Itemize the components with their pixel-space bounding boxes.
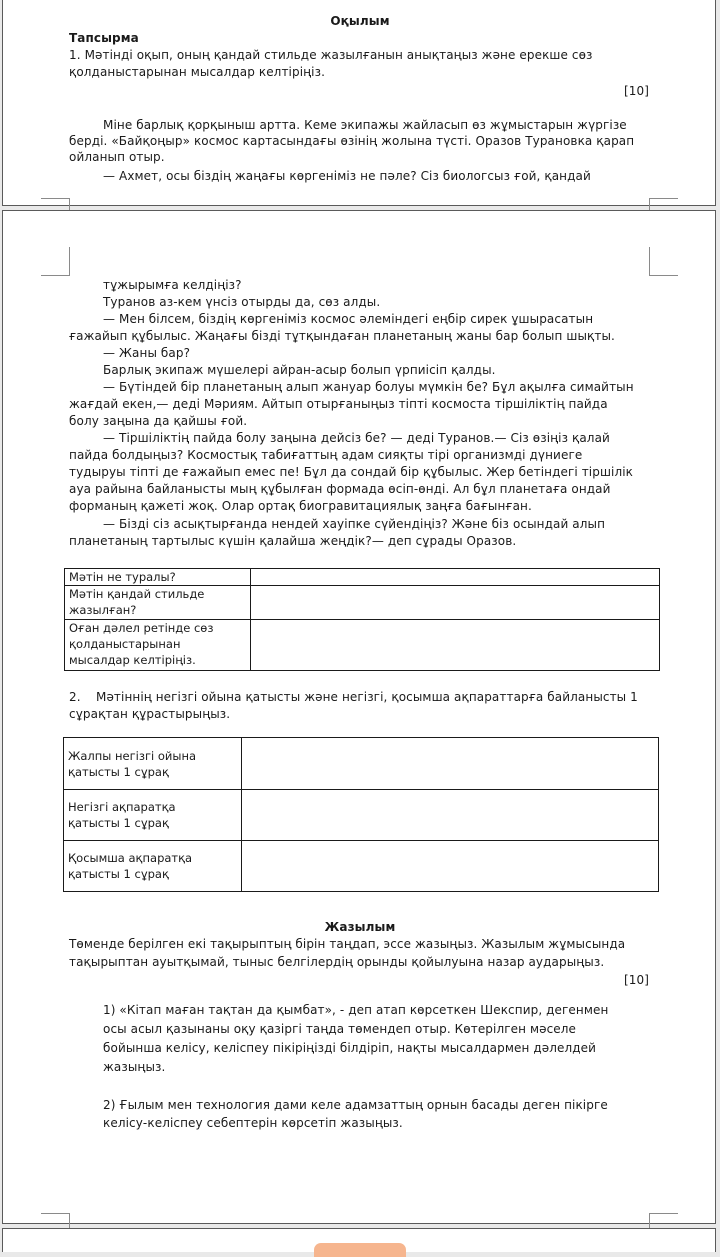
table-row bbox=[64, 841, 659, 892]
story-line: ауа райына байланысты мың құбылған формада өсіп-өнді. Ал бұл планетаға ондай bbox=[69, 482, 611, 496]
story-line: ғажайып құбылыс. Жаңағы бізді тұтқындаған планетаның жаны бар болып шықты. bbox=[69, 329, 615, 343]
story-line: — Мен білсем, біздің көргеніміз космос әлеміндегі еңбір сирек ұшырасатын bbox=[103, 312, 594, 326]
answer-cell[interactable] bbox=[250, 620, 659, 671]
story-line: — Бізді сіз асықтырғанда нендей хауіпке сүйендіңіз? Және біз осындай алып bbox=[103, 517, 606, 531]
answer-cell[interactable] bbox=[250, 569, 659, 586]
questions-table bbox=[63, 737, 659, 892]
answer-cell[interactable] bbox=[250, 586, 659, 620]
question-2-line-2: сұрақтан құрастырыңыз. bbox=[69, 707, 231, 721]
story-line: ойланып отыр. bbox=[69, 150, 165, 164]
topic-1-line: жазыңыз. bbox=[103, 1060, 166, 1074]
table-row-label: Мәтін не туралы? bbox=[65, 569, 251, 586]
story-line: пайда болдыңыз? Космостық табиғаттың адам сияқты тірі организмді дүниеге bbox=[69, 448, 583, 462]
floating-action-button[interactable] bbox=[314, 1243, 406, 1257]
story-line: планетаның тартылыс күшін қалайша жеңдік?— деп сұрады Оразов. bbox=[69, 534, 517, 548]
story-line: форманың қажеті жоқ. Олар ортақ биогравитациялық заңға бағынған. bbox=[69, 499, 532, 513]
task-label: Тапсырма bbox=[69, 31, 139, 45]
table-row bbox=[64, 738, 659, 790]
writing-score: [10] bbox=[624, 973, 650, 987]
story-line: болу заңына да қайшы ғой. bbox=[69, 414, 248, 428]
story-line: — Тіршіліктің пайда болу заңына дейсіз бе? — деді Туранов.— Сіз өзіңіз қалай bbox=[103, 431, 610, 445]
story-line: Міне барлық қорқыныш артта. Кеме экипажы жайласып өз жұмыстарын жүргізе bbox=[103, 118, 627, 132]
topic-1-line: осы асыл қазынаны оқу қазіргі таңда төмендеп отыр. Көтерілген мәселе bbox=[103, 1022, 577, 1036]
topic-2-line: келісу-келіспеу себептерін көрсетіп жазыңыз. bbox=[103, 1116, 403, 1130]
writing-intro-line: тақырыптан ауытқымай, тыныс белгілердің орынды қойылуына назар аударыңыз. bbox=[69, 955, 605, 969]
question-2-line-1: Мәтіннің негізгі ойына қатысты және негізгі, қосымша ақпараттарға байланысты 1 bbox=[96, 690, 638, 704]
reading-title: Оқылым bbox=[330, 14, 390, 28]
question-1-line-2: қолданыстарынан мысалдар келтіріңіз. bbox=[69, 65, 325, 79]
table-row-label: Жалпы негізгі ойына қатысты 1 сұрақ bbox=[64, 738, 242, 790]
table-row bbox=[64, 790, 659, 841]
story-line: — Ахмет, осы біздің жаңағы көргеніміз не пәле? Сіз биологсыз ғой, қандай bbox=[103, 169, 591, 183]
answer-cell[interactable] bbox=[241, 790, 658, 841]
question-1-line-1: 1. Мәтінді оқып, оның қандай стильде жазылғанын анықтаңыз және ерекше сөз bbox=[69, 48, 593, 62]
table-row-label: Негізгі ақпаратқа қатысты 1 сұрақ bbox=[64, 790, 242, 841]
crop-mark bbox=[649, 247, 678, 276]
topic-1-line: 1) «Кітап маған тақтан да қымбат», - деп атап көрсеткен Шекспир, дегенмен bbox=[103, 1003, 609, 1017]
question-1-score: [10] bbox=[624, 84, 650, 98]
story-line: тұжырымға келдіңіз? bbox=[103, 278, 242, 292]
table-row bbox=[65, 620, 660, 671]
story-line: — Бүтіндей бір планетаның алып жануар болуы мүмкін бе? Бұл ақылға симайтын bbox=[103, 380, 634, 394]
topic-1-line: бойынша келісу, келіспеу пікіріңізді білдіріп, нақты мысалдармен дәлелдей bbox=[103, 1041, 597, 1055]
topic-2-line: 2) Ғылым мен технология дами келе адамзаттың орнын басады деген пікірге bbox=[103, 1098, 608, 1112]
table-row-label: Қосымша ақпаратқа қатысты 1 сұрақ bbox=[64, 841, 242, 892]
crop-mark bbox=[41, 247, 70, 276]
writing-intro-line: Төменде берілген екі тақырыптың бірін таңдап, эссе жазыңыз. Жазылым жұмысында bbox=[69, 937, 626, 951]
story-line: Барлық экипаж мүшелері айран-асыр болып үрпиісіп қалды. bbox=[103, 363, 496, 377]
table-row bbox=[65, 586, 660, 620]
story-line: тудыруы тіпті де ғажайып емес пе! Бұл да сондай бір құбылыс. Жер бетіндегі тіршілік bbox=[69, 465, 634, 479]
answer-cell[interactable] bbox=[241, 738, 658, 790]
document-page-1 bbox=[2, 0, 716, 206]
answer-cell[interactable] bbox=[241, 841, 658, 892]
document-page-2 bbox=[2, 210, 716, 1224]
writing-title: Жазылым bbox=[324, 920, 396, 934]
table-row-label: Оған дәлел ретінде сөз қолданыстарынан мысалдар келтіріңіз. bbox=[65, 620, 251, 671]
story-line: — Жаны бар? bbox=[103, 346, 191, 360]
analysis-table bbox=[64, 568, 660, 671]
story-line: жағдай екен,— деді Мәриям. Айтып отырғаныңыз тіпті космоста тіршіліктің пайда bbox=[69, 397, 608, 411]
table-row bbox=[65, 569, 660, 586]
story-line: Туранов аз-кем үнсіз отырды да, сөз алды. bbox=[103, 295, 381, 309]
question-2-number: 2. bbox=[69, 690, 81, 704]
story-line: берді. «Байқоңыр» космос картасындағы өзінің жолына түсті. Оразов Турановка қарап bbox=[69, 134, 635, 148]
table-row-label: Мәтін қандай стильде жазылған? bbox=[65, 586, 251, 620]
